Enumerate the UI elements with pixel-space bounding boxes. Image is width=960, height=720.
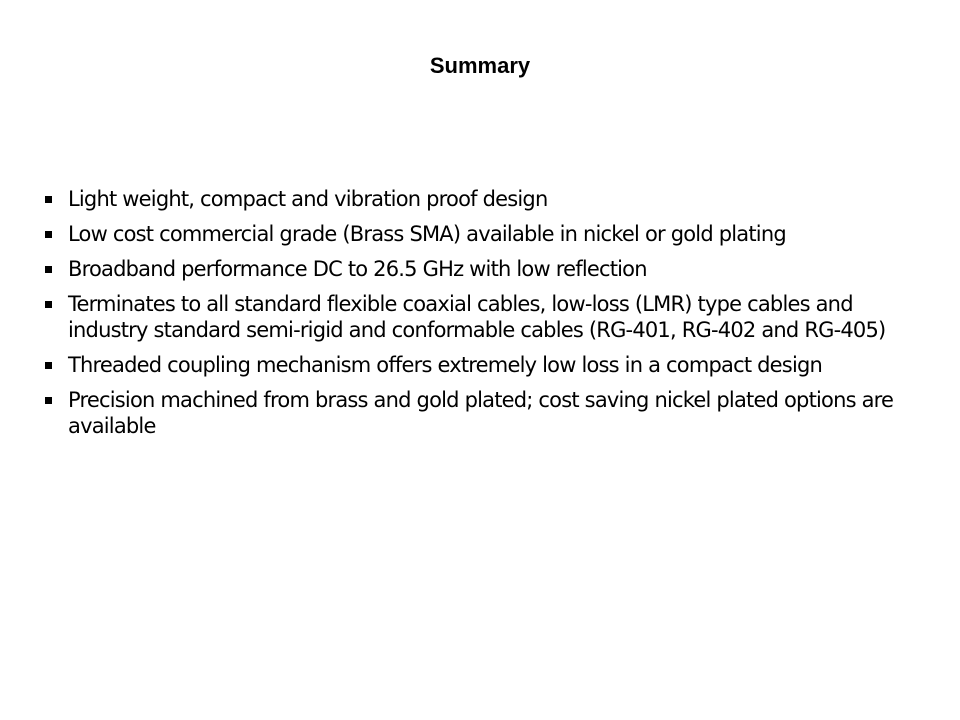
bullet-item — [44, 256, 924, 282]
bullet-list — [44, 186, 924, 448]
bullet-text: Terminates to all standard flexible coaxial cables, low-loss (LMR) type cables and industry standard semi-rigid and conformable cables (RG-401, RG-402 and RG-405) — [68, 292, 886, 342]
bullet-item — [44, 221, 924, 247]
bullet-text: Low cost commercial grade (Brass SMA) available in nickel or gold plating — [68, 222, 786, 246]
square-bullet-icon — [45, 301, 52, 308]
square-bullet-icon — [45, 397, 52, 404]
square-bullet-icon — [45, 266, 52, 273]
bullet-text: Broadband performance DC to 26.5 GHz with low reflection — [68, 257, 647, 281]
bullet-item — [44, 387, 924, 439]
square-bullet-icon — [45, 231, 52, 238]
bullet-text: Precision machined from brass and gold plated; cost saving nickel plated options are available — [68, 388, 894, 438]
bullet-text: Light weight, compact and vibration proof design — [68, 187, 548, 211]
bullet-item — [44, 186, 924, 212]
bullet-item — [44, 291, 924, 343]
square-bullet-icon — [45, 362, 52, 369]
slide-title: Summary — [429, 53, 531, 78]
bullet-text: Threaded coupling mechanism offers extremely low loss in a compact design — [68, 353, 823, 377]
square-bullet-icon — [45, 196, 52, 203]
bullet-item — [44, 352, 924, 378]
